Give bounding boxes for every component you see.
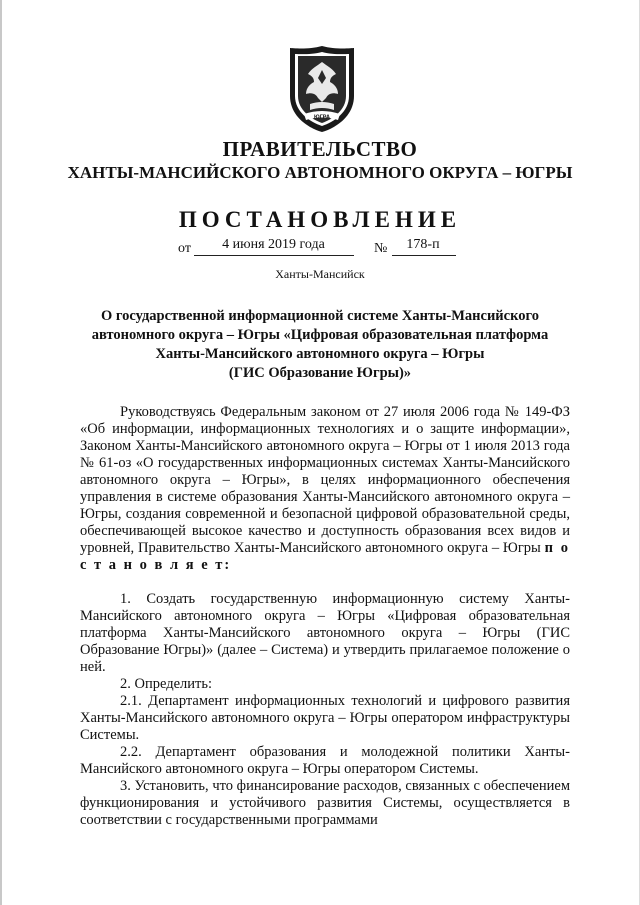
title-line: (ГИС Образование Югры)» <box>228 365 412 381</box>
title-line: Ханты-Мансийского автономного округа – Югры <box>155 346 485 362</box>
title-line: О государственной информационной системе Ханты-Мансийского <box>101 308 539 324</box>
item-2-2: 2.2. Департамент образования и молодежной политики Ханты-Мансийского автономного округа – Югры оператором Системы. <box>80 744 570 777</box>
number-sign: № <box>374 241 388 256</box>
decree-heading: ПОСТАНОВЛЕНИЕ <box>178 207 462 232</box>
place-of-issue: Ханты-Мансийск <box>275 267 365 281</box>
item-3: 3. Установить, что финансирование расходов, связанных с обеспечением функционирования и устойчивого развития Системы, осуществляется в соответствии с государственными программами <box>80 778 570 828</box>
date-underline <box>194 255 354 256</box>
government-subtitle: ХАНТЫ-МАНСИЙСКОГО АВТОНОМНОГО ОКРУГА – ЮГРЫ <box>67 163 573 182</box>
from-label: от <box>178 241 191 256</box>
item-1: 1. Создать государственную информационную систему Ханты-Мансийского автономного округа – Югры «Цифровая образовательная платформа Ханты-Мансийского автономного округа – Югры (ГИС Образование Югры)» (далее – Система) и утвердить прилагаемое положение о ней. <box>80 591 570 675</box>
preamble-paragraph <box>80 404 570 574</box>
item-2: 2. Определить: <box>120 676 213 692</box>
decree-body <box>80 404 570 829</box>
decree-number: 178-п <box>406 237 440 252</box>
emblem-label: ЮГРА <box>314 114 330 121</box>
number-underline <box>392 255 456 256</box>
coat-of-arms-icon <box>284 44 360 134</box>
decree-date-number <box>178 237 478 257</box>
decree-title <box>80 307 560 383</box>
item-2-1: 2.1. Департамент информационных технологий и цифрового развития Ханты-Мансийского автономного округа – Югры оператором инфраструктуры Системы. <box>80 693 570 743</box>
title-line: автономного округа – Югры «Цифровая образовательная платформа <box>91 327 549 343</box>
scan-edge-left <box>0 0 2 905</box>
decree-date: 4 июня 2019 года <box>222 237 325 252</box>
preamble-text: Руководствуясь Федеральным законом от 27 июля 2006 года № 149-ФЗ «Об информации, информационных технологиях и о защите информации», Законом Ханты-Мансийского автономного округа – Югры от 1 июля 2013 года № 61-оз «О государственных информационных системах Ханты-Мансийского автономного округа – Югры», в целях информационного обеспечения управления в системе образования Ханты-Мансийского автономного округа – Югры, создания современной и безопасной цифровой образовательной среды, обеспечивающей высокое качество и доступность образования всех видов и уровней, Правительство Ханты-Мансийского автономного округа – Югры <box>80 404 570 556</box>
government-title: ПРАВИТЕЛЬСТВО <box>222 137 418 161</box>
resolves-text: п о с т а н о в л я е т: <box>80 540 571 573</box>
